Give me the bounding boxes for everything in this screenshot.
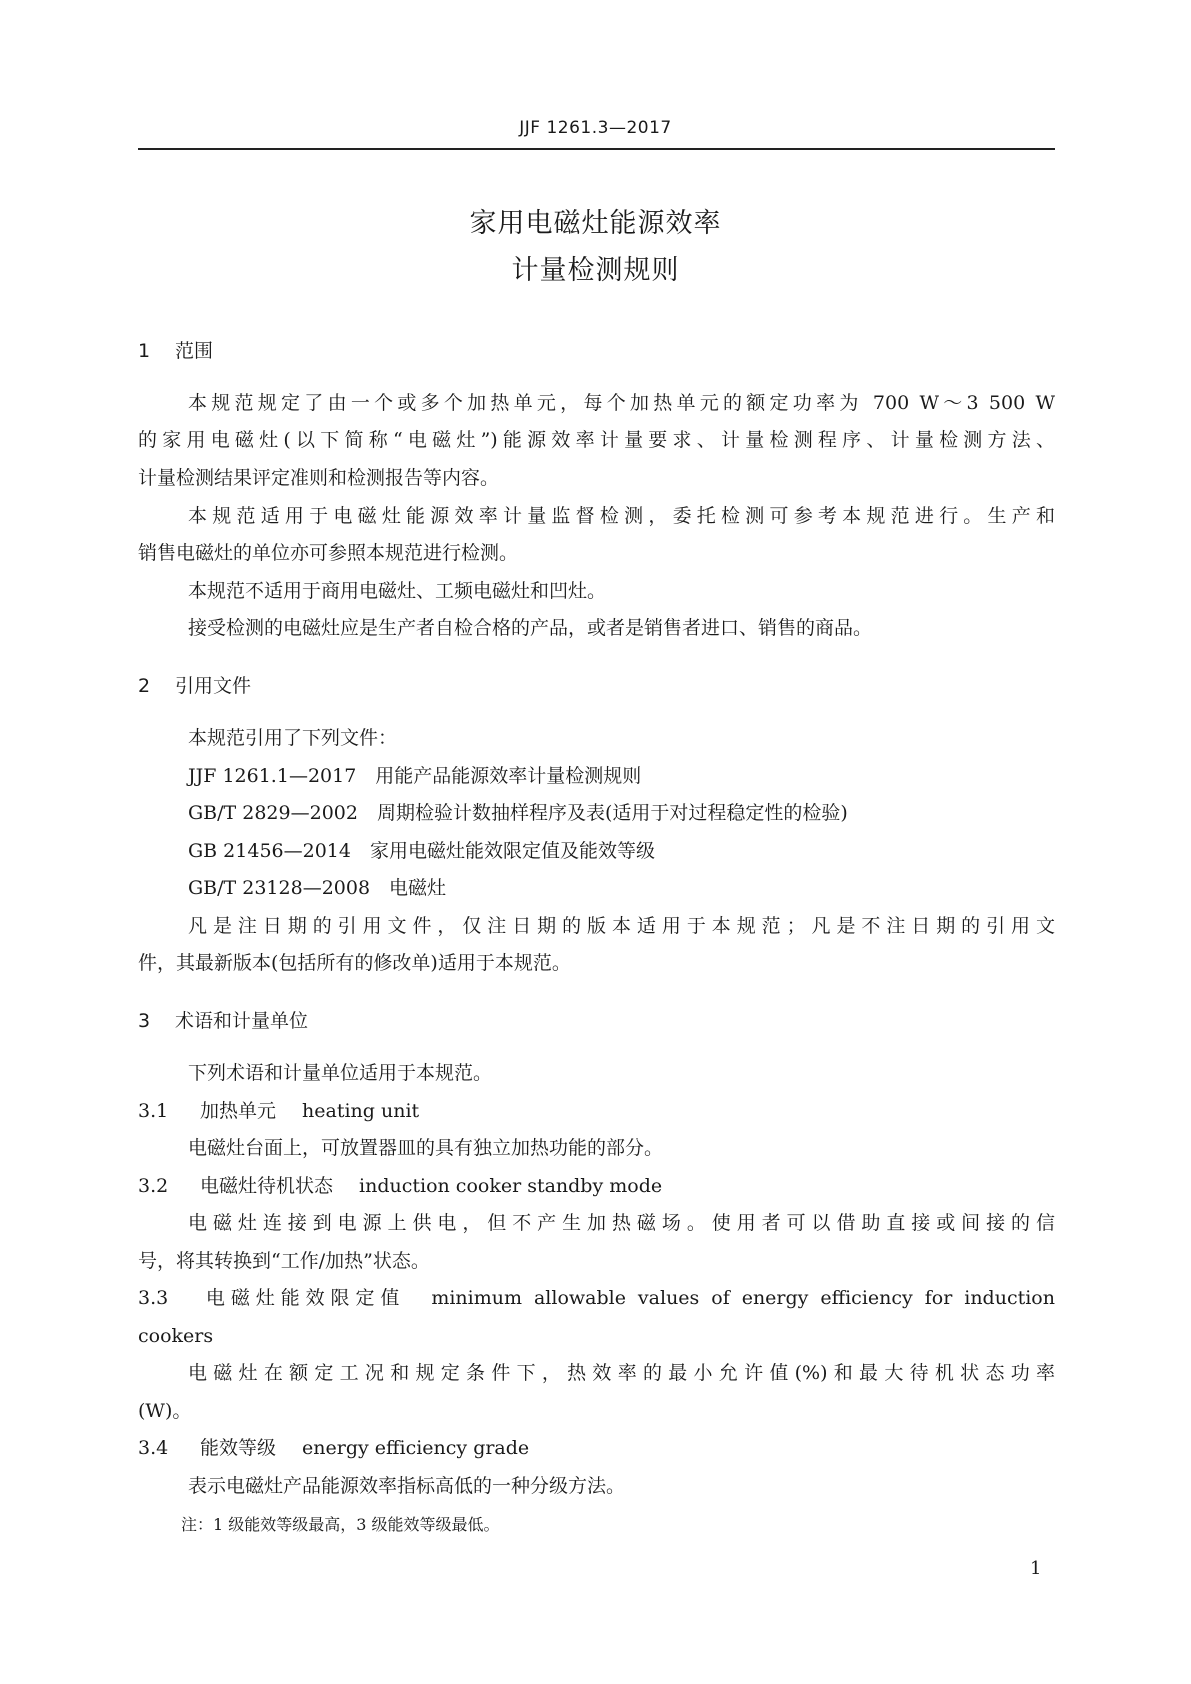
section-3-heading bbox=[138, 1008, 308, 1034]
paragraph-line: 接受检测的电磁灶应是生产者自检合格的产品，或者是销售者进口、销售的商品。 bbox=[188, 617, 873, 639]
term-chinese: 能效等级 bbox=[200, 1437, 277, 1459]
term-english-continued: cookers bbox=[138, 1325, 214, 1347]
term-heading bbox=[138, 1285, 1055, 1311]
note: 注：1 级能效等级最高，3 级能效等级最低。 bbox=[181, 1515, 500, 1534]
term-heading bbox=[138, 1435, 529, 1461]
term-english: energy efficiency grade bbox=[302, 1437, 530, 1459]
reference-item: GB/T 23128—2008 电磁灶 bbox=[188, 877, 447, 899]
section-number: 3 bbox=[138, 1010, 151, 1032]
term-heading bbox=[138, 1173, 662, 1199]
reference-item: GB 21456—2014 家用电磁灶能效限定值及能效等级 bbox=[188, 840, 655, 862]
paragraph-line: 下列术语和计量单位适用于本规范。 bbox=[188, 1062, 493, 1084]
term-definition: (W)。 bbox=[138, 1400, 192, 1422]
title-line-1: 家用电磁灶能源效率 bbox=[469, 208, 722, 239]
section-1-heading bbox=[138, 338, 213, 364]
paragraph-line: 本规范引用了下列文件： bbox=[188, 727, 398, 749]
term-number: 3.2 bbox=[138, 1175, 169, 1197]
paragraph-line: 的家用电磁灶(以下简称“电磁灶”)能源效率计量要求、计量检测程序、计量检测方法、 bbox=[138, 429, 1055, 451]
term-number: 3.4 bbox=[138, 1437, 169, 1459]
paragraph-line: 凡是注日期的引用文件，仅注日期的版本适用于本规范；凡是不注日期的引用文 bbox=[188, 915, 1055, 937]
header-rule bbox=[138, 148, 1055, 150]
paragraph-line: 件，其最新版本(包括所有的修改单)适用于本规范。 bbox=[138, 952, 571, 974]
term-heading bbox=[138, 1098, 419, 1124]
paragraph-line: 本规范适用于电磁灶能源效率计量监督检测，委托检测可参考本规范进行。生产和 bbox=[188, 505, 1055, 527]
section-2-heading bbox=[138, 673, 251, 699]
paragraph-line: 销售电磁灶的单位亦可参照本规范进行检测。 bbox=[138, 542, 519, 564]
term-english: induction cooker standby mode bbox=[359, 1175, 663, 1197]
page-number: 1 bbox=[1030, 1558, 1042, 1579]
title-line-2: 计量检测规则 bbox=[511, 255, 680, 286]
term-english: heating unit bbox=[302, 1100, 420, 1122]
term-number: 3.1 bbox=[138, 1100, 169, 1122]
section-number: 2 bbox=[138, 675, 151, 697]
term-number: 3.3 bbox=[138, 1287, 169, 1309]
term-chinese: 电磁灶能效限定值 bbox=[200, 1287, 406, 1309]
term-definition: 电磁灶台面上，可放置器皿的具有独立加热功能的部分。 bbox=[188, 1137, 664, 1159]
paragraph-line: 计量检测结果评定准则和检测报告等内容。 bbox=[138, 467, 500, 489]
reference-item: GB/T 2829—2002 周期检验计数抽样程序及表(适用于对过程稳定性的检验) bbox=[188, 802, 848, 824]
term-definition: 号，将其转换到“工作/加热”状态。 bbox=[138, 1250, 430, 1272]
standard-code: JJF 1261.3—2017 bbox=[519, 118, 672, 138]
term-english: minimum allowable values of energy efficiency for induction bbox=[431, 1287, 1055, 1309]
term-definition: 表示电磁灶产品能源效率指标高低的一种分级方法。 bbox=[188, 1475, 626, 1497]
term-definition: 电磁灶在额定工况和规定条件下，热效率的最小允许值(%)和最大待机状态功率 bbox=[188, 1362, 1055, 1384]
reference-item: JJF 1261.1—2017 用能产品能源效率计量检测规则 bbox=[188, 765, 642, 787]
section-title: 引用文件 bbox=[175, 675, 252, 697]
term-definition: 电磁灶连接到电源上供电，但不产生加热磁场。使用者可以借助直接或间接的信 bbox=[188, 1212, 1055, 1234]
term-chinese: 电磁灶待机状态 bbox=[200, 1175, 334, 1197]
paragraph-line: 本规范不适用于商用电磁灶、工频电磁灶和凹灶。 bbox=[188, 580, 607, 602]
paragraph-line: 本规范规定了由一个或多个加热单元，每个加热单元的额定功率为 700 W～3 500 W bbox=[188, 392, 1055, 414]
term-chinese: 加热单元 bbox=[200, 1100, 277, 1122]
section-number: 1 bbox=[138, 340, 151, 362]
section-title: 范围 bbox=[175, 340, 214, 362]
section-title: 术语和计量单位 bbox=[175, 1010, 309, 1032]
